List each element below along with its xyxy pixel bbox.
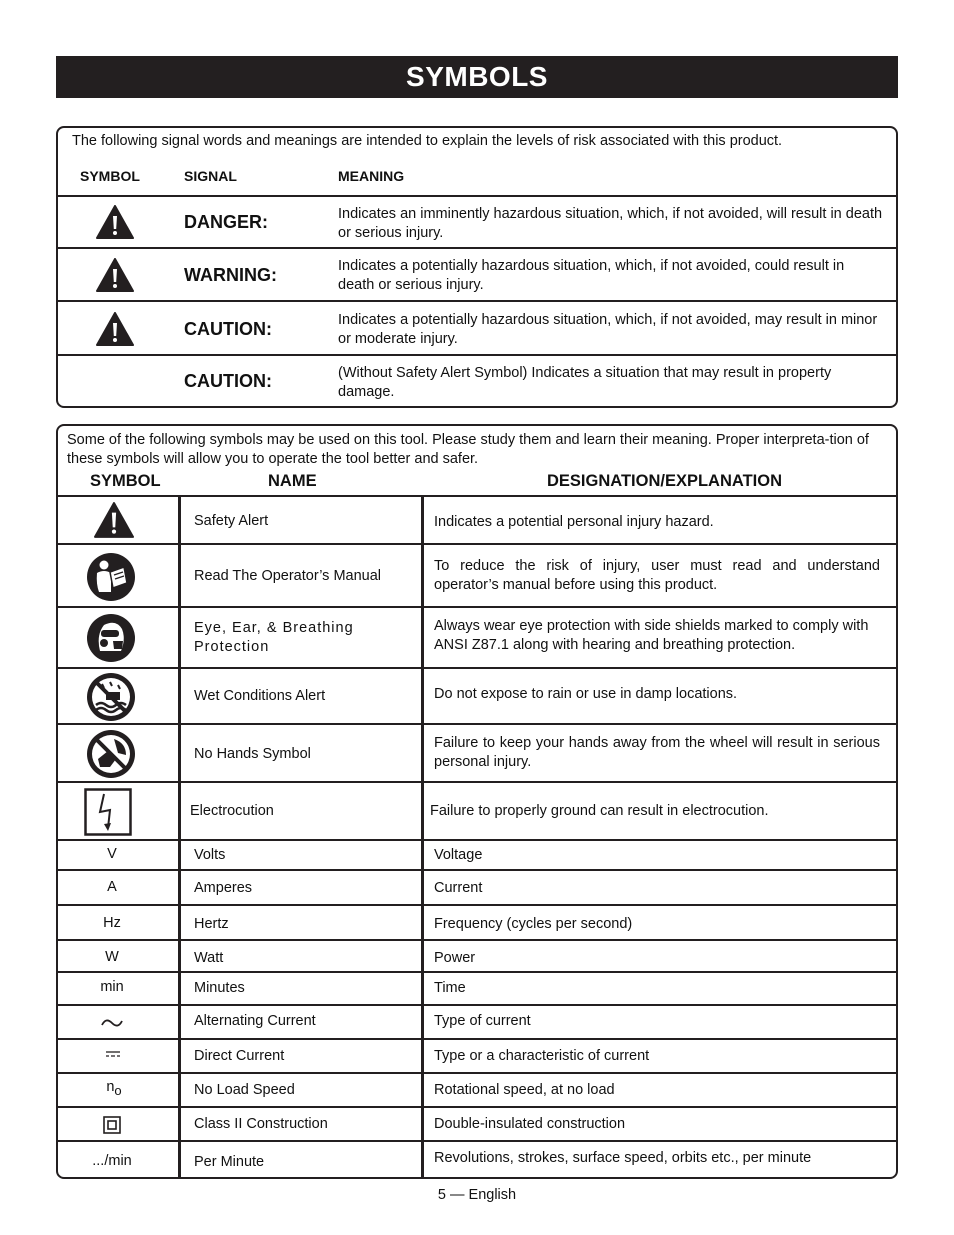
table-row: [58, 606, 896, 669]
header-meaning: MEANING: [338, 168, 405, 184]
symbol-designation: Revolutions, strokes, surface speed, orbits etc., per minute: [434, 1150, 812, 1166]
symbol-text: min: [100, 979, 124, 995]
symbols-table: [56, 424, 898, 1179]
symbol-name: Safety Alert: [194, 513, 269, 529]
safety-alert-icon: [94, 501, 134, 539]
symbol-designation: Current: [434, 880, 483, 896]
header-symbol: SYMBOL: [90, 472, 161, 490]
table-row: [58, 1004, 896, 1040]
symbol-designation: Type of current: [434, 1013, 531, 1029]
symbol-text: Hz: [103, 915, 121, 931]
symbol-name: No Load Speed: [194, 1082, 295, 1098]
symbol-designation: Power: [434, 950, 476, 966]
symbol-designation: Time: [434, 980, 466, 996]
symbol-name: Class II Construction: [194, 1116, 328, 1132]
class-ii-icon: [103, 1116, 121, 1134]
symbol-name: Wet Conditions Alert: [194, 688, 326, 704]
table-row: [58, 781, 896, 841]
symbol-name: Hertz: [194, 916, 229, 932]
symbol-designation: To reduce the risk of injury, user must read and understand operator’s manual before using this product.: [434, 558, 880, 593]
header-name: NAME: [268, 472, 317, 490]
wet-conditions-icon: [86, 672, 136, 722]
table-row: [58, 1072, 896, 1108]
symbol-designation: Rotational speed, at no load: [434, 1082, 615, 1098]
safety-alert-icon: [96, 258, 134, 292]
no-hands-icon: [86, 729, 136, 779]
signal-intro: The following signal words and meanings are intended to explain the levels of risk associated with this product.: [72, 133, 783, 149]
table-row: [58, 839, 896, 871]
signal-meaning: Indicates an imminently hazardous situation, which, if not avoided, will result in death or serious injury.: [338, 206, 883, 241]
symbol-designation: Double-insulated construction: [434, 1116, 626, 1132]
table-row: [58, 904, 896, 941]
symbol-text: V: [107, 846, 117, 862]
signal-word: CAUTION:: [184, 319, 272, 339]
signal-row-caution: [58, 300, 896, 356]
page-footer: 5 — English: [437, 1187, 517, 1203]
table-row: [58, 723, 896, 783]
safety-alert-icon: [96, 312, 134, 346]
header-symbol: SYMBOL: [80, 168, 140, 184]
symbol-name: Amperes: [194, 880, 253, 896]
symbol-designation: Always wear eye protection with side shields marked to comply with ANSI Z87.1 along with hearing and breathing protection.: [434, 618, 869, 653]
signal-meaning: Indicates a potentially hazardous situation, which, if not avoided, may result in minor or moderate injury.: [338, 312, 878, 347]
signal-word: WARNING:: [184, 265, 277, 285]
header-signal: SIGNAL: [184, 168, 237, 184]
symbol-name: Watt: [194, 950, 224, 966]
symbol-name: Per Minute: [194, 1154, 265, 1170]
symbol-name: Read The Operator’s Manual: [194, 568, 381, 584]
signal-words-table: [56, 126, 898, 408]
table-row: [58, 1106, 896, 1142]
symbol-text: W: [105, 949, 119, 965]
table-row: [58, 939, 896, 973]
eye-ear-breathing-icon: [86, 613, 136, 663]
symbol-designation: Frequency (cycles per second): [434, 916, 633, 932]
signal-meaning: Indicates a potentially hazardous situation, which, if not avoided, could result in death or serious injury.: [338, 258, 845, 293]
signal-row-warning: [58, 247, 896, 302]
table-row: [58, 667, 896, 725]
direct-current-icon: [105, 1050, 121, 1058]
signal-word: CAUTION:: [184, 371, 272, 391]
symbol-name: No Hands Symbol: [194, 746, 311, 762]
symbol-text: A: [107, 879, 117, 895]
symbol-designation: Failure to keep your hands away from the wheel will result in serious personal injury.: [434, 735, 880, 770]
symbol-text: n: [106, 1079, 115, 1095]
header-designation: DESIGNATION/EXPLANATION: [547, 472, 782, 490]
table-row: [58, 1140, 896, 1179]
signal-word: DANGER:: [184, 212, 268, 232]
symbol-name: Electrocution: [190, 803, 274, 819]
symbol-name: Direct Current: [194, 1048, 285, 1064]
symbol-name: Volts: [194, 847, 226, 863]
no-load-speed-symbol: [56, 1079, 174, 1098]
symbol-subscript: o: [114, 1082, 122, 1098]
symbol-designation: Failure to properly ground can result in electrocution.: [430, 803, 769, 819]
table-row: [58, 869, 896, 906]
safety-alert-icon: [96, 205, 134, 239]
alternating-current-icon: [101, 1016, 123, 1030]
symbol-designation: Voltage: [434, 847, 483, 863]
electrocution-icon: [84, 788, 132, 836]
symbol-designation: Indicates a potential personal injury hazard.: [434, 514, 714, 530]
symbol-designation: Type or a characteristic of current: [434, 1048, 650, 1064]
symbol-designation: Do not expose to rain or use in damp locations.: [434, 686, 738, 702]
table-row: [58, 971, 896, 1006]
symbol-name: Minutes: [194, 980, 245, 996]
symbol-name: Alternating Current: [194, 1013, 316, 1029]
signal-meaning: (Without Safety Alert Symbol) Indicates a situation that may result in property damage.: [338, 365, 832, 400]
signal-row-caution-no-symbol: [58, 354, 896, 408]
read-manual-icon: [86, 552, 136, 602]
table-row: [58, 1038, 896, 1074]
table-row: [58, 543, 896, 608]
table-row: [58, 495, 896, 545]
symbol-name: Eye, Ear, & Breathing Protection: [194, 620, 354, 655]
symbols-intro: Some of the following symbols may be used on this tool. Please study them and learn their meaning. Proper interpreta-tion of these symbols will allow you to operate the tool better and safer.: [67, 432, 869, 467]
page-title: SYMBOLS: [56, 56, 898, 98]
symbol-text: .../min: [92, 1153, 132, 1169]
signal-row-danger: [58, 195, 896, 249]
